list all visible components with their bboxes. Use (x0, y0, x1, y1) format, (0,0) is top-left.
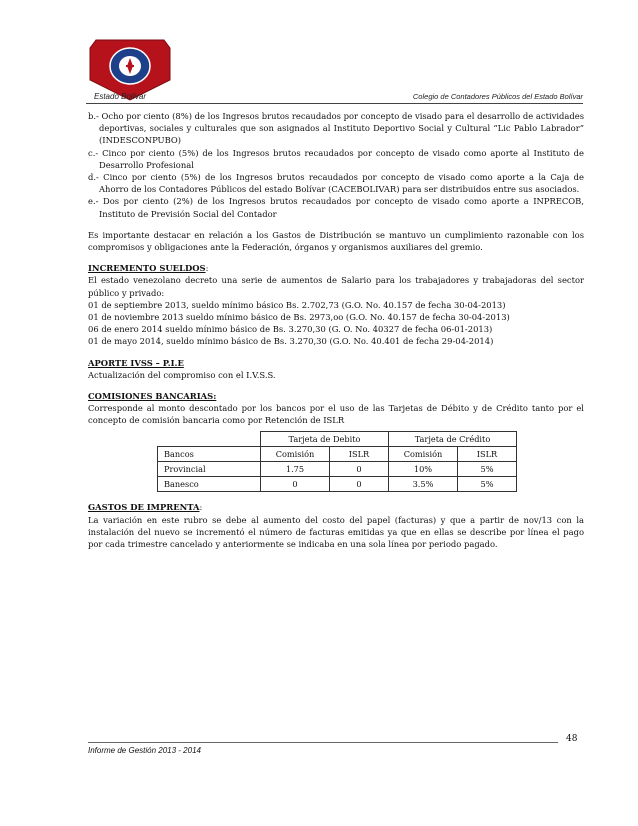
document-body (88, 110, 584, 550)
bank-commission-table (157, 431, 517, 493)
sueldos-heading-line: INCREMENTO SUELDOS: (88, 263, 209, 274)
sueldo-line: 06 de enero 2014 sueldo mínimo básico de Bs. 3.270,30 (G. O. No. 40327 de fecha 06-01-2013) (88, 324, 493, 335)
sueldo-line: 01 de septiembre 2013, sueldo mínimo básico Bs. 2.702,73 (G.O. No. 40.157 de fecha 30-04-2013) (88, 299, 506, 310)
list-item: b.- Ocho por ciento (8%) de los Ingresos brutos recaudados por concepto de visado para el desarrollo de actividades deportivas, sociales y culturales que son asignados al Instituto Deportivo Social y Cultural “Lic Pablo Labrador” (INDESCONPUBO) (88, 111, 584, 146)
logo-caption: Estado Bolívar (94, 92, 147, 101)
table-group-header-row (158, 431, 517, 446)
group-header-credito: Tarjeta de Crédito (389, 431, 517, 446)
distribution-paragraph: Es importante destacar en relación a los Gastos de Distribución se mantuvo un cumplimiento razonable con los compromisos y obligaciones ante la Federación, órganos y organismos auxiliares del gremio. (88, 229, 584, 253)
sueldos-intro: El estado venezolano decreto una serie de aumentos de Salario para los trabajadores y trabajadoras del sector público y privado: (88, 275, 584, 298)
footer-text: Informe de Gestión 2013 - 2014 (88, 746, 201, 755)
ivss-heading: APORTE IVSS – P.I.E (88, 357, 184, 368)
header-divider (86, 103, 583, 104)
group-header-debito: Tarjeta de Debito (261, 431, 389, 446)
list-item: e.- Dos por ciento (2%) de los Ingresos brutos recaudados por concepto de visado como aporte a INPRECOB, Instituto de Previsión Social del Contador (88, 196, 584, 219)
table-cell: 0 (330, 477, 389, 492)
comisiones-text: Corresponde al monto descontado por los bancos por el uso de las Tarjetas de Débito y de Crédito tanto por el concepto de comisión bancaria como por Retención de ISLR (88, 403, 584, 426)
comisiones-heading: COMISIONES BANCARIAS: (88, 391, 217, 402)
sueldo-line: 01 de noviembre 2013 sueldo mínimo básico de Bs. 2973,oo (G.O. No. 40.157 de fecha 30-04-2013) (88, 312, 510, 323)
table-header-row (158, 446, 517, 461)
col-header: Bancos (158, 446, 261, 461)
table-cell: 10% (389, 462, 458, 477)
header-organization: Colegio de Contadores Públicos del Estado Bolívar (412, 92, 583, 101)
table-cell: 5% (458, 462, 517, 477)
imprenta-heading-line: GASTOS DE IMPRENTA: (88, 502, 203, 513)
table-cell: 0 (330, 462, 389, 477)
col-header: ISLR (458, 446, 517, 461)
table-cell: Provincial (158, 462, 261, 477)
table-cell: 5% (458, 477, 517, 492)
table-cell: Banesco (158, 477, 261, 492)
table-cell: 1.75 (261, 462, 330, 477)
col-header: Comisión (261, 446, 330, 461)
col-header: ISLR (330, 446, 389, 461)
table-cell: 0 (261, 477, 330, 492)
list-item: c.- Cinco por ciento (5%) de los Ingresos brutos recaudados por concepto de visado como aporte al Instituto de Desarrollo Profesional (88, 147, 584, 170)
ivss-text: Actualización del compromiso con el I.V.S.S. (88, 369, 276, 380)
imprenta-heading: GASTOS DE IMPRENTA (88, 502, 200, 513)
footer-divider (88, 742, 558, 743)
sueldo-line: 01 de mayo 2014, sueldo mínimo básico de Bs. 3.270,30 (G.O. No. 40.401 de fecha 29-04-2014) (88, 336, 494, 347)
table-row (158, 462, 517, 477)
col-header: Comisión (389, 446, 458, 461)
table-row (158, 477, 517, 492)
list-item: d.- Cinco por ciento (5%) de los Ingresos brutos recaudados por concepto de visado como aporte a la Caja de Ahorro de los Contadores Públicos del estado Bolívar (CACEBOLIVAR) para ser distribuidos entre sus asociados. (88, 172, 584, 195)
sueldos-heading: INCREMENTO SUELDOS (88, 263, 206, 274)
page-number: 48 (566, 734, 578, 744)
table-cell: 3.5% (389, 477, 458, 492)
imprenta-text: La variación en este rubro se debe al aumento del costo del papel (facturas) y que a partir de nov/13 con la instalación del nuevo se incrementó el número de facturas emitidas ya que en ellas se describe por línea el pago por cada trimestre cancelado y anteriormente se indicaba en una sola línea por periodo pagado. (88, 514, 584, 550)
